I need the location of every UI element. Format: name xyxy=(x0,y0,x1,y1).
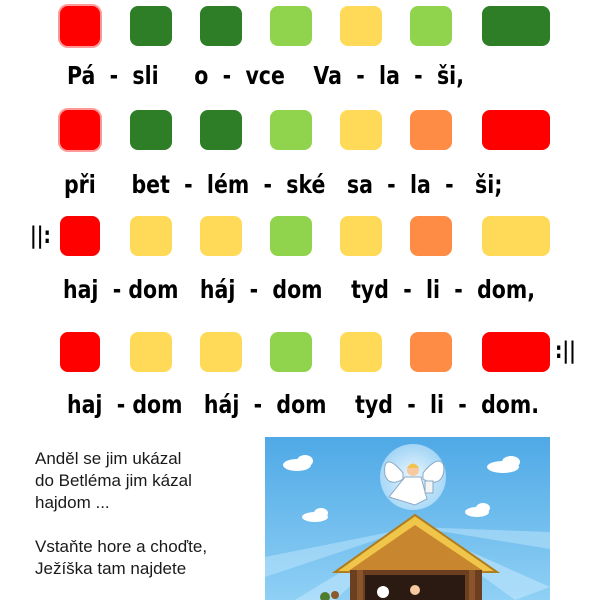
nativity-angel-icon xyxy=(265,437,550,600)
note-square xyxy=(410,6,452,46)
note-square xyxy=(482,332,550,372)
note-square xyxy=(270,332,312,372)
lyrics-line-4: haj - dom háj - dom tyd - li - dom. xyxy=(67,390,539,419)
note-square xyxy=(340,216,382,256)
nativity-angel-illustration xyxy=(265,437,550,600)
note-square xyxy=(130,216,172,256)
repeat-start-mark: ||: xyxy=(30,223,51,249)
note-square xyxy=(340,6,382,46)
repeat-end-mark: :|| xyxy=(555,338,576,364)
note-square xyxy=(200,216,242,256)
note-square xyxy=(340,332,382,372)
note-square xyxy=(270,110,312,150)
lyrics-line-1: Pá - sli o - vce Va - la - ši, xyxy=(67,61,464,90)
note-square xyxy=(270,6,312,46)
note-square xyxy=(482,110,550,150)
verse-line: Vstaňte hore a choďte, xyxy=(35,537,208,556)
note-square xyxy=(130,332,172,372)
verse-line xyxy=(35,514,255,536)
next-verse xyxy=(35,448,255,580)
note-square xyxy=(410,332,452,372)
note-square xyxy=(200,6,242,46)
verse-line: Anděl se jim ukázal xyxy=(35,449,182,468)
note-square xyxy=(270,216,312,256)
note-square xyxy=(130,110,172,150)
lyrics-line-2: při bet - lém - ské sa - la - ši; xyxy=(64,170,503,199)
note-square xyxy=(410,216,452,256)
note-square xyxy=(130,6,172,46)
note-square xyxy=(60,216,100,256)
verse-line: do Betléma jim kázal xyxy=(35,471,192,490)
verse-line: hajdom ... xyxy=(35,493,110,512)
note-square xyxy=(60,332,100,372)
note-square xyxy=(200,332,242,372)
note-square xyxy=(200,110,242,150)
lyrics-line-3: haj - dom háj - dom tyd - li - dom, xyxy=(63,275,535,304)
note-square xyxy=(60,6,100,46)
verse-line: Ježíška tam najdete xyxy=(35,559,187,578)
note-square xyxy=(482,216,550,256)
note-square xyxy=(340,110,382,150)
note-square xyxy=(60,110,100,150)
note-square xyxy=(410,110,452,150)
note-square xyxy=(482,6,550,46)
